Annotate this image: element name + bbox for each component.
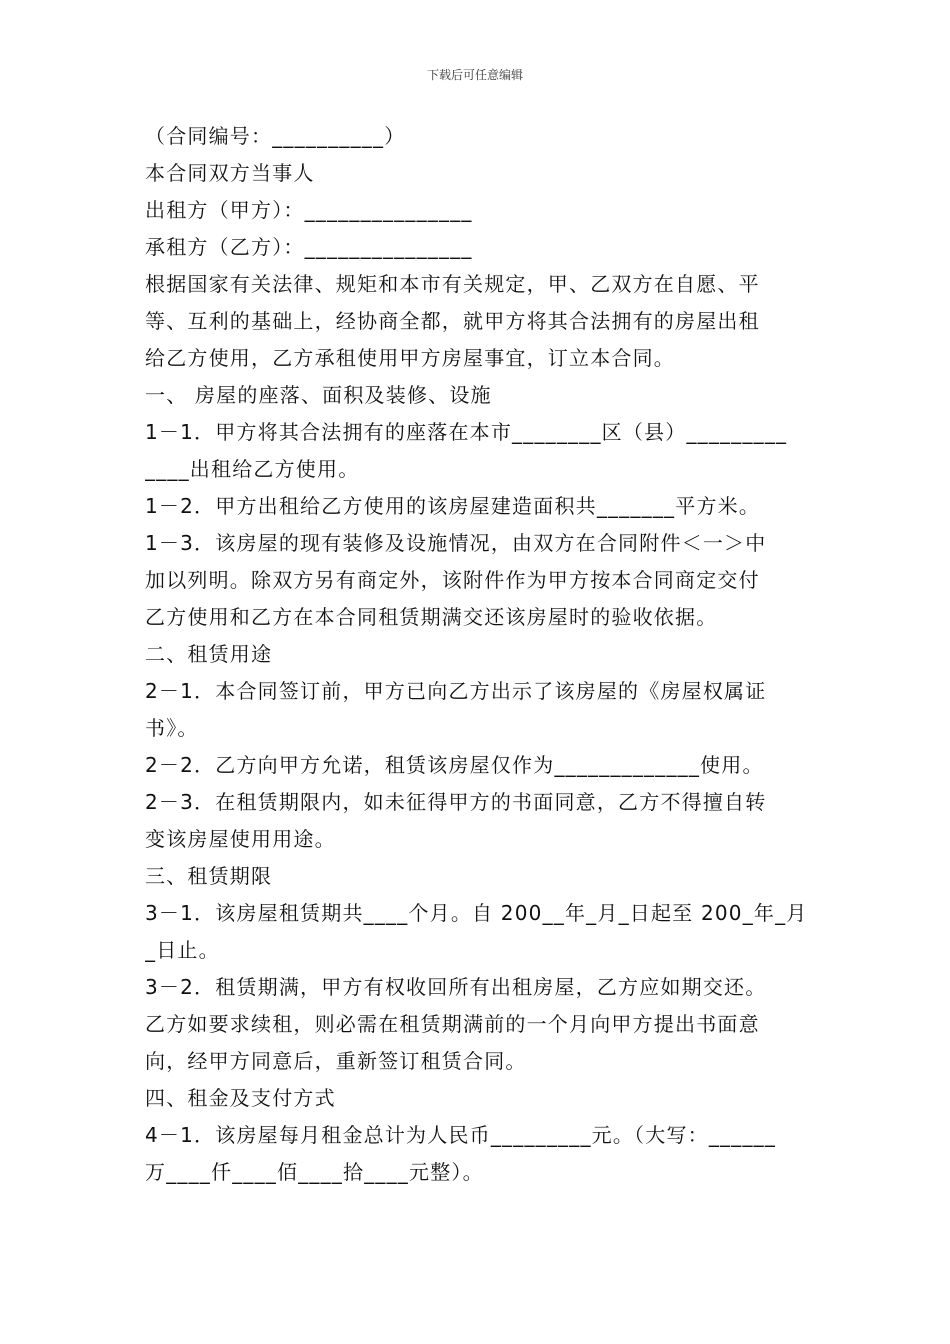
clause-line: ____出租给乙方使用。 bbox=[145, 457, 360, 481]
clause-line: 3－1．该房屋租赁期共____个月。自 200__年_月_日起至 200_年_月 bbox=[145, 901, 808, 925]
clause-line: 万____仟____佰____拾____元整）。 bbox=[145, 1160, 484, 1184]
clause-line: 3－2．租赁期满，甲方有权收回所有出租房屋，乙方应如期交还。 bbox=[145, 975, 767, 999]
clause-line: 1－3．该房屋的现有装修及设施情况，由双方在合同附件＜一＞中 bbox=[145, 531, 767, 555]
parties-heading: 本合同双方当事人 bbox=[145, 161, 315, 185]
preamble-line: 等、互利的基础上，经协商全都，就甲方将其合法拥有的房屋出租 bbox=[145, 309, 760, 333]
clause-line: 1－2．甲方出租给乙方使用的该房屋建造面积共_______平方米。 bbox=[145, 494, 761, 518]
preamble-line: 根据国家有关法律、规矩和本市有关规定，甲、乙双方在自愿、平 bbox=[145, 272, 760, 296]
contract-body bbox=[145, 118, 810, 1191]
clause-line: 2－1．本合同签订前，甲方已向乙方出示了该房屋的《房屋权属证 bbox=[145, 679, 767, 703]
clause-line: 4－1．该房屋每月租金总计为人民币_________元。（大写：______ bbox=[145, 1123, 777, 1147]
clause-line: 乙方如要求续租，则必需在租赁期满前的一个月向甲方提出书面意 bbox=[145, 1012, 760, 1036]
clause-line: 变该房屋使用用途。 bbox=[145, 827, 336, 851]
lessee-line: 承租方（乙方）：_______________ bbox=[145, 235, 473, 259]
clause-line: 书》。 bbox=[145, 716, 199, 740]
preamble-line: 给乙方使用，乙方承租使用甲方房屋事宜，订立本合同。 bbox=[145, 346, 675, 370]
lessor-line: 出租方（甲方）：_______________ bbox=[145, 198, 473, 222]
clause-line: 2－3．在租赁期限内，如未征得甲方的书面同意，乙方不得擅自转 bbox=[145, 790, 767, 814]
clause-line: 乙方使用和乙方在本合同租赁期满交还该房屋时的验收依据。 bbox=[145, 605, 718, 629]
clause-line: _日止。 bbox=[145, 938, 220, 962]
clause-line: 向，经甲方同意后，重新签订租赁合同。 bbox=[145, 1049, 527, 1073]
section-heading: 三、租赁期限 bbox=[145, 864, 273, 888]
section-heading: 二、租赁用途 bbox=[145, 642, 273, 666]
section-heading: 四、租金及支付方式 bbox=[145, 1086, 336, 1110]
clause-line: 1－1．甲方将其合法拥有的座落在本市________区（县）_________ bbox=[145, 420, 788, 444]
section-heading: 一、 房屋的座落、面积及装修、设施 bbox=[145, 383, 492, 407]
contract-number-line: （合同编号：__________） bbox=[145, 124, 406, 148]
page-header-note: 下载后可任意编辑 bbox=[426, 68, 523, 82]
clause-line: 加以列明。除双方另有商定外，该附件作为甲方按本合同商定交付 bbox=[145, 568, 760, 592]
clause-line: 2－2．乙方向甲方允诺，租赁该房屋仅作为_____________使用。 bbox=[145, 753, 764, 777]
